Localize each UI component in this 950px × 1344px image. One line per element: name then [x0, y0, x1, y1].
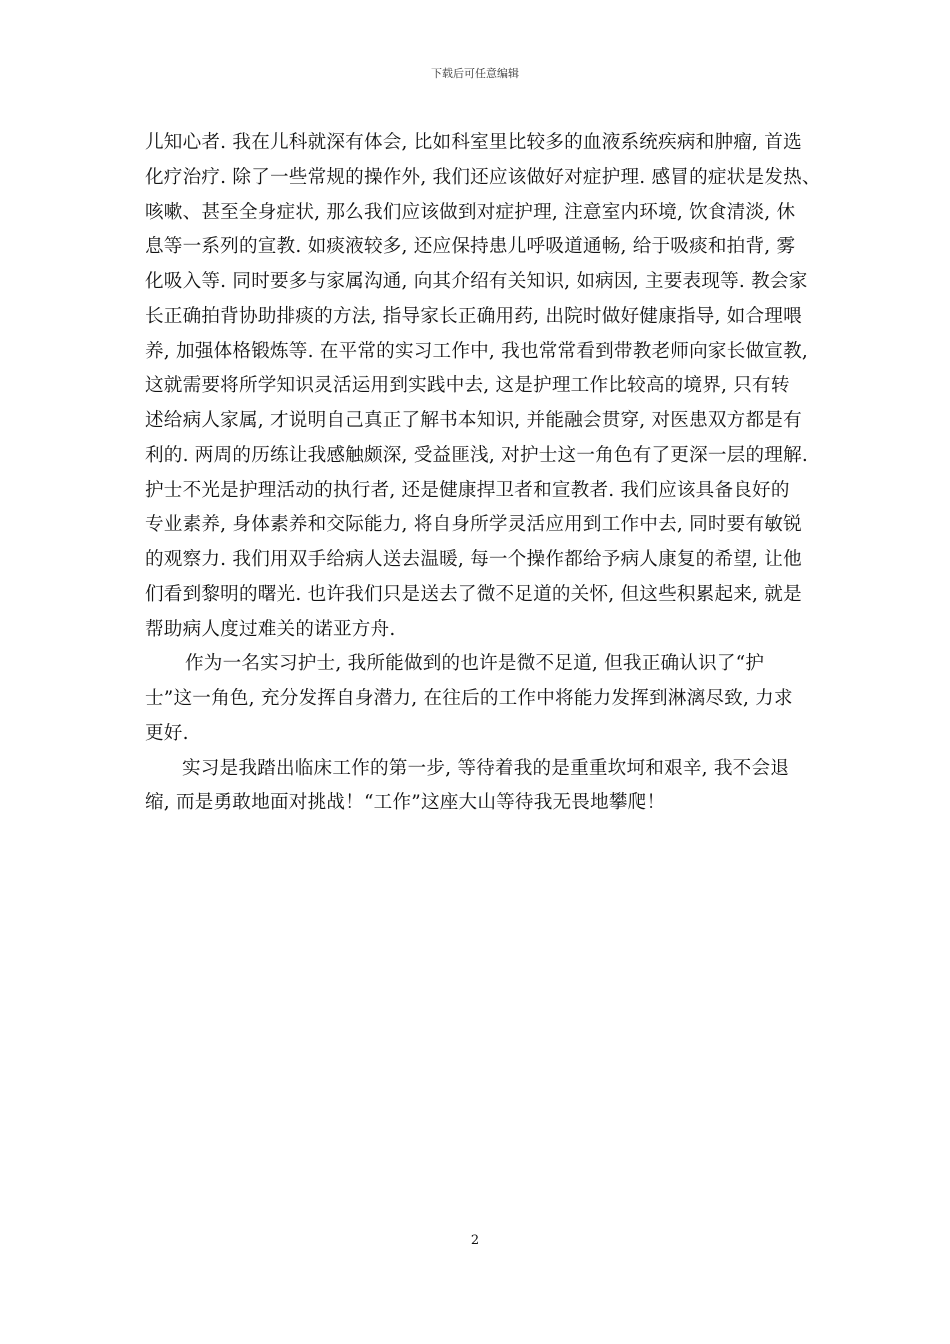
text-line: 养, 加强体格锻炼等. 在平常的实习工作中, 我也常常看到带教老师向家长做宣教,: [145, 340, 808, 362]
text-line: 的观察力. 我们用双手给病人送去温暖, 每一个操作都给予病人康复的希望, 让他: [145, 549, 802, 570]
text-line: 帮助病人度过难关的诺亚方舟.: [145, 618, 396, 640]
paragraph-3: [145, 752, 815, 822]
text-line: 息等一系列的宣教. 如痰液较多, 还应保持患儿呼吸道通畅, 给于吸痰和拍背, 雾: [145, 236, 796, 258]
text-line: 化吸入等. 同时要多与家属沟通, 向其介绍有关知识, 如病因, 主要表现等. 教会家: [145, 271, 808, 292]
text-line: 们看到黎明的曙光. 也许我们只是送去了微不足道的关怀, 但这些积累起来, 就是: [145, 583, 802, 605]
page-number: 2: [470, 1233, 480, 1248]
text-line: 利的. 两周的历练让我感触颇深, 受益匪浅, 对护士这一角色有了更深一层的理解.: [145, 444, 808, 466]
text-line: 实习是我踏出临床工作的第一步, 等待着我的是重重坎坷和艰辛, 我不会退: [182, 757, 790, 779]
document-body: [145, 126, 821, 821]
text-line: 士”这一角色, 充分发挥自身潜力, 在往后的工作中将能力发挥到淋漓尽致, 力求: [145, 688, 793, 709]
text-line: 儿知心者. 我在儿科就深有体会, 比如科室里比较多的血液系统疾病和肿瘤, 首选: [145, 132, 802, 153]
text-line: 缩, 而是勇敢地面对挑战！“工作”这座大山等待我无畏地攀爬！: [145, 792, 666, 814]
text-line: 专业素养, 身体素养和交际能力, 将自身所学灵活应用到工作中去, 同时要有敏锐: [145, 514, 802, 536]
text-line: 护士不光是护理活动的执行者, 还是健康捍卫者和宣教者. 我们应该具备良好的: [145, 479, 790, 501]
text-line: 咳嗽、甚至全身症状, 那么我们应该做到对症护理, 注意室内环境, 饮食清淡, 休: [145, 201, 796, 223]
page-header: 下载后可任意编辑: [431, 67, 519, 80]
text-line: 述给病人家属, 才说明自己真正了解书本知识, 并能融会贯穿, 对医患双方都是有: [145, 410, 802, 431]
paragraph-1: [145, 126, 821, 647]
text-line: 作为一名实习护士, 我所能做到的也许是微不足道, 但我正确认识了“护: [185, 653, 765, 675]
text-line: 长正确拍背协助排痰的方法, 指导家长正确用药, 出院时做好健康指导, 如合理喂: [145, 305, 802, 327]
text-line: 更好.: [145, 722, 189, 744]
text-line: 化疗治疗. 除了一些常规的操作外, 我们还应该做好对症护理. 感冒的症状是发热、: [145, 166, 821, 188]
paragraph-2: [145, 647, 815, 751]
text-line: 这就需要将所学知识灵活运用到实践中去, 这是护理工作比较高的境界, 只有转: [145, 375, 790, 397]
